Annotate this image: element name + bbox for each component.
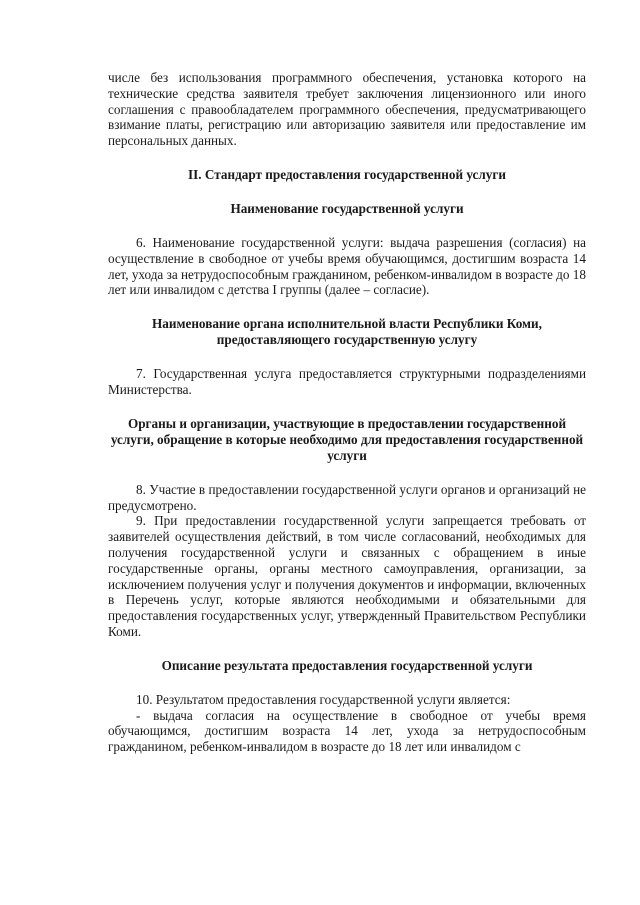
document-page bbox=[108, 70, 586, 755]
paragraph-6: 6. Наименование государственной услуги: выдача разрешения (согласия) на осуществление в свободное от учебы время обучающимся, достигшим возраста 14 лет, ухода за нетрудоспособным гражданином, ребенком-инвалидом в возрасте до 18 лет или инвалидом с детства I группы (далее – согласие). bbox=[108, 234, 586, 298]
paragraph-10: 10. Результатом предоставления государственной услуги является: bbox=[136, 691, 511, 707]
paragraph-7: 7. Государственная услуга предоставляется структурными подразделениями Министерства. bbox=[108, 366, 586, 397]
paragraph-9: 9. При предоставлении государственной услуги запрещается требовать от заявителей осуществления действий, в том числе согласований, необходимых для получения государственной услуги и связанных с обращением в иные государственные органы, органы местного самоуправления, организации, за исключением получения услуг и получения документов и информации, включенных в Перечень услуг, которые являются необходимыми и обязательными для предоставления государственных услуг, утвержденный Правительством Республики Коми. bbox=[108, 513, 586, 639]
heading-result-description: Описание результата предоставления государственной услуги bbox=[161, 657, 533, 673]
section-title: II. Стандарт предоставления государственной услуги bbox=[188, 166, 506, 182]
heading-service-name: Наименование государственной услуги bbox=[230, 200, 464, 216]
intro-paragraph: числе без использования программного обеспечения, установка которого на технические средства заявителя требует заключения лицензионного или иного соглашения с правообладателем программного обеспечения, предусматривающего взимание платы, регистрацию или авторизацию заявителя или предоставление им персональных данных. bbox=[108, 70, 586, 149]
paragraph-10-item: - выдача согласия на осуществление в свободное от учебы время обучающимся, достигшим возраста 14 лет, ухода за нетрудоспособным гражданином, ребенком-инвалидом в возрасте до 18 лет или инвалидом с bbox=[108, 707, 586, 755]
heading-executive-body: Наименование органа исполнительной власти Республики Коми, предоставляющего государственную услугу bbox=[152, 316, 542, 348]
heading-participating-organizations: Органы и организации, участвующие в предоставлении государственной услуги, обращение в которые необходимо для предоставления государственной услуги bbox=[110, 415, 584, 463]
paragraph-8: 8. Участие в предоставлении государственной услуги органов и организаций не предусмотрено. bbox=[108, 481, 586, 513]
